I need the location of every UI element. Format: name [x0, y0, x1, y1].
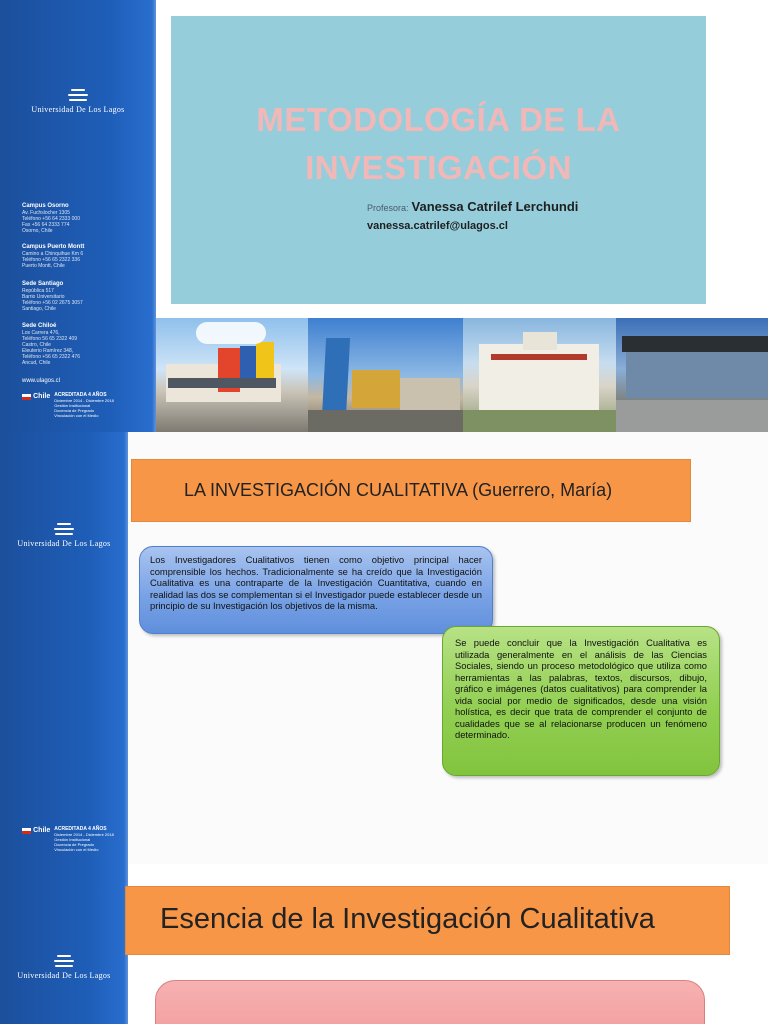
university-sidebar [0, 864, 128, 1024]
university-name: Universidad De Los Lagos [17, 971, 111, 980]
university-sidebar [0, 0, 156, 432]
campus-name: Sede Chiloé [22, 323, 57, 329]
accreditation-line: Gestión Institucional [54, 403, 91, 408]
accreditation-title: ACREDITADA 4 AÑOS [54, 392, 107, 398]
campus-info [22, 280, 132, 312]
waves-logo-icon [54, 523, 74, 535]
campus-photo [308, 318, 463, 432]
accreditation-line: Diciembre 2014 - Diciembre 2018 [54, 832, 114, 837]
campus-line: Eleuterio Ramírez 348, [22, 348, 74, 354]
campus-photo-strip [156, 318, 768, 432]
campus-info [22, 322, 132, 366]
campus-line: Los Carrera 476, [22, 330, 60, 336]
accreditation-line: Diciembre 2014 - Diciembre 2018 [54, 398, 114, 403]
campus-line: Santiago, Chile [22, 306, 56, 312]
waves-logo-icon [54, 955, 74, 967]
accreditation-badge [22, 393, 114, 418]
campus-line: Av. Fuchslocher 1305 [22, 210, 70, 216]
campus-photo [616, 318, 768, 432]
professor-label: Profesora: [367, 203, 409, 213]
conclusion-callout: Se puede concluir que la Investigación Cualitativa es utilizada generalmente en el análisis de las Ciencias Sociales, siendo un proceso metodológico que utiliza como herramientas a las palabras, textos, discursos, dibujo, gráfico e imágenes (datos cualitativos) para comprender la vida social por medio de significados, desde una visión holística, es decir que trata de comprender el conjunto de cualidades que se al relacionarse producen un fenómeno determinado. [442, 626, 720, 776]
title-line: INVESTIGACIÓN [305, 149, 572, 186]
chile-flag-icon [22, 394, 31, 400]
campus-line: Teléfono 56 65 2322 409 [22, 336, 78, 342]
campus-line: Osorno, Chile [22, 228, 53, 234]
campus-line: Fax +56 64 2333 774 [22, 222, 70, 228]
professor-line [367, 199, 578, 214]
campus-photo [156, 318, 308, 432]
title-box [171, 16, 706, 304]
website-link[interactable]: www.ulagos.cl [22, 378, 61, 384]
professor-name: Vanessa Catrilef Lerchundi [411, 199, 579, 214]
campus-line: Ancud, Chile [22, 360, 51, 366]
section-header [125, 886, 730, 955]
title-line: METODOLOGÍA DE LA [256, 101, 621, 138]
accreditation-line: Vinculación con el Medio [54, 413, 99, 418]
campus-line: Barrio Universitario [22, 294, 65, 300]
university-logo [0, 86, 156, 114]
chile-flag-icon [22, 828, 31, 834]
slide-qualitative-research [0, 432, 768, 864]
university-name: Universidad De Los Lagos [31, 105, 125, 114]
campus-info [22, 243, 132, 269]
section-header [131, 459, 691, 522]
university-sidebar [0, 432, 128, 864]
presentation-title [171, 96, 706, 192]
campus-name: Sede Santiago [22, 281, 64, 287]
campus-line: Castro, Chile [22, 342, 51, 348]
accreditation-title: ACREDITADA 4 AÑOS [54, 826, 107, 832]
slide-title [0, 0, 768, 432]
campus-photo [463, 318, 616, 432]
accreditation-badge [22, 827, 114, 852]
campus-line: Camino a Chinquihue Km 6 [22, 251, 84, 257]
professor-email[interactable]: vanessa.catrilef@ulagos.cl [367, 220, 508, 232]
section-title: Esencia de la Investigación Cualitativa [160, 903, 655, 935]
accreditation-line: Gestión Institucional [54, 837, 91, 842]
accreditation-org: Chile [33, 827, 51, 834]
essence-callout [155, 980, 705, 1024]
campus-line: Teléfono +56 65 2322 476 [22, 354, 80, 360]
university-logo [0, 520, 128, 548]
campus-name: Campus Puerto Montt [22, 244, 85, 250]
campus-line: Puerto Montt, Chile [22, 263, 65, 269]
waves-logo-icon [68, 89, 88, 101]
definition-callout: Los Investigadores Cualitativos tienen como objetivo principal hacer comprensible los hechos. Tradicionalmente se ha creído que la Investigación Cualitativa es una contraparte de la Investigación Cuantitativa, cuando en realidad las dos se complementan si el Investigador puede establecer desde un principio de su Investigación los objetivos de la misma. [139, 546, 493, 634]
section-title: LA INVESTIGACIÓN CUALITATIVA (Guerrero, María) [184, 480, 613, 500]
accreditation-line: Docencia de Pregrado [54, 408, 95, 413]
university-logo [0, 952, 128, 980]
campus-line: República 517 [22, 288, 54, 294]
campus-name: Campus Osorno [22, 203, 69, 209]
accreditation-org: Chile [33, 393, 51, 400]
campus-line: Teléfono +56 64 2333 000 [22, 216, 80, 222]
accreditation-line: Docencia de Pregrado [54, 842, 95, 847]
campus-info [22, 202, 132, 234]
university-name: Universidad De Los Lagos [17, 539, 111, 548]
campus-line: Teléfono +56 02 2675 3057 [22, 300, 83, 306]
campus-line: Teléfono +56 65 2322 336 [22, 257, 80, 263]
slide-essence [0, 864, 768, 1024]
accreditation-line: Vinculación con el Medio [54, 847, 99, 852]
